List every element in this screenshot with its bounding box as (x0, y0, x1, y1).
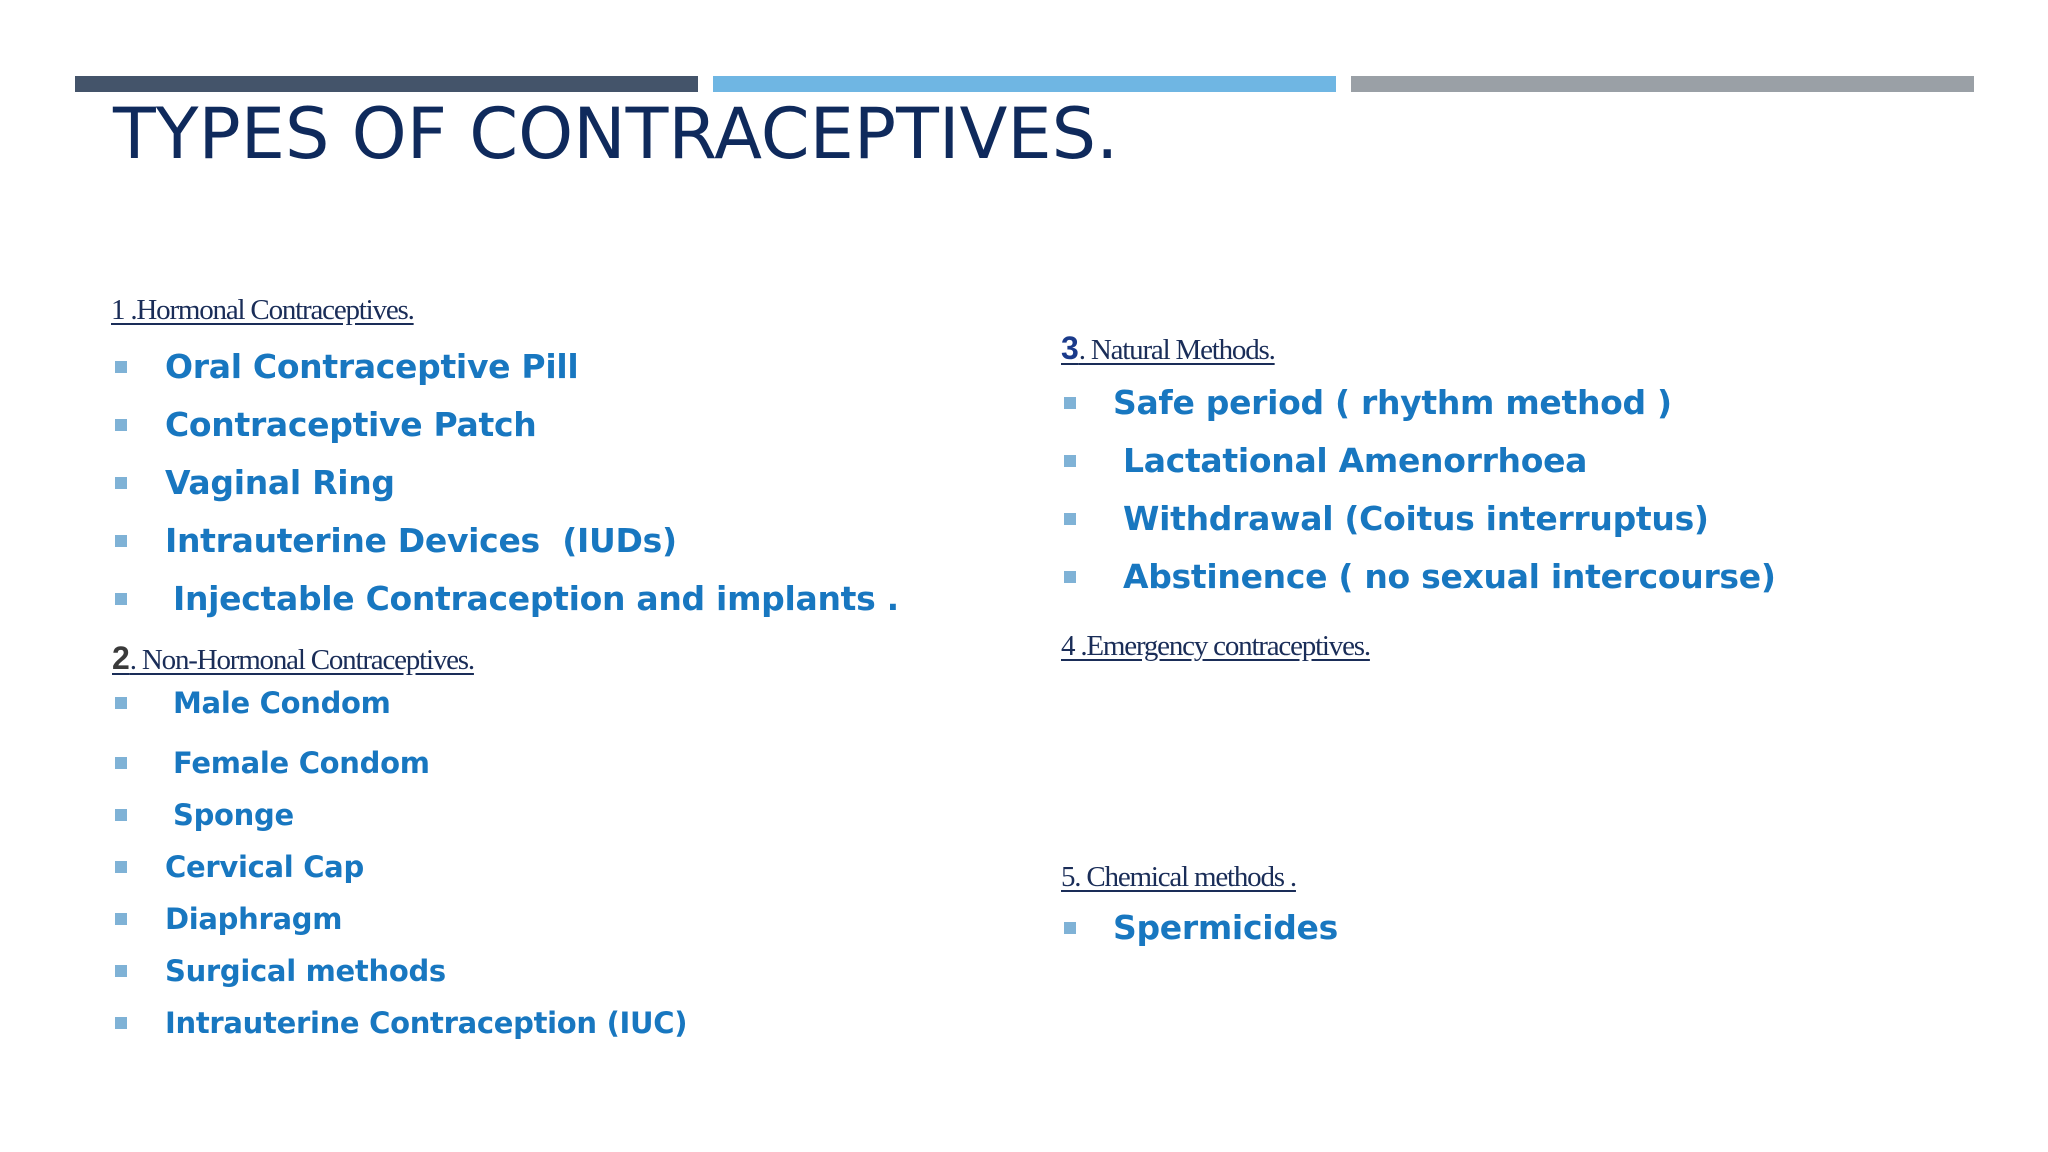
list-item-label: Diaphragm (165, 902, 343, 936)
square-bullet-icon (1064, 513, 1076, 525)
accent-bar-blue (713, 76, 1336, 92)
list-item-label: Intrauterine Contraception (IUC) (165, 1006, 688, 1040)
square-bullet-icon (1064, 922, 1076, 934)
list-item-label: Intrauterine Devices (IUDs) (165, 521, 677, 560)
section-heading-text: . Non-Hormonal Contraceptives. (129, 644, 474, 676)
list-item-label: Abstinence ( no sexual intercourse) (1123, 557, 1776, 596)
square-bullet-icon (115, 861, 127, 873)
list-item-label: Safe period ( rhythm method ) (1113, 383, 1672, 422)
square-bullet-icon (115, 419, 127, 431)
slide-title: TYPES OF CONTRACEPTIVES. (113, 93, 1119, 175)
square-bullet-icon (115, 697, 127, 709)
list-item-label: Withdrawal (Coitus interruptus) (1123, 499, 1709, 538)
list-item-label: Contraceptive Patch (165, 405, 537, 444)
list-item-label: Male Condom (173, 686, 391, 720)
square-bullet-icon (1064, 571, 1076, 583)
list-item-label: Sponge (173, 798, 294, 832)
square-bullet-icon (115, 477, 127, 489)
section-heading-chemical: 5. Chemical methods . (1061, 861, 1296, 893)
section-heading-natural (1061, 330, 1275, 368)
square-bullet-icon (115, 593, 127, 605)
square-bullet-icon (115, 535, 127, 547)
list-item-label: Female Condom (173, 746, 430, 780)
list-item-label: Oral Contraceptive Pill (165, 347, 579, 386)
section-heading-hormonal: 1 .Hormonal Contraceptives. (111, 294, 414, 326)
section-heading-non-hormonal (112, 640, 474, 678)
square-bullet-icon (115, 809, 127, 821)
list-item-label: Injectable Contraception and implants . (173, 579, 899, 618)
square-bullet-icon (1064, 397, 1076, 409)
section-number: 2 (112, 640, 130, 676)
section-heading-text: . Natural Methods. (1078, 334, 1275, 366)
square-bullet-icon (115, 1017, 127, 1029)
square-bullet-icon (1064, 455, 1076, 467)
accent-bar-gray (1351, 76, 1974, 92)
square-bullet-icon (115, 361, 127, 373)
accent-bar-dark (75, 76, 698, 92)
list-item-label: Cervical Cap (165, 850, 364, 884)
section-heading-emergency: 4 .Emergency contraceptives. (1061, 630, 1370, 662)
square-bullet-icon (115, 757, 127, 769)
square-bullet-icon (115, 913, 127, 925)
square-bullet-icon (115, 965, 127, 977)
list-item-label: Vaginal Ring (165, 463, 395, 502)
list-item-label: Surgical methods (165, 954, 446, 988)
list-item-label: Lactational Amenorrhoea (1123, 441, 1588, 480)
list-item-label: Spermicides (1113, 908, 1338, 947)
section-number: 3 (1061, 330, 1079, 366)
